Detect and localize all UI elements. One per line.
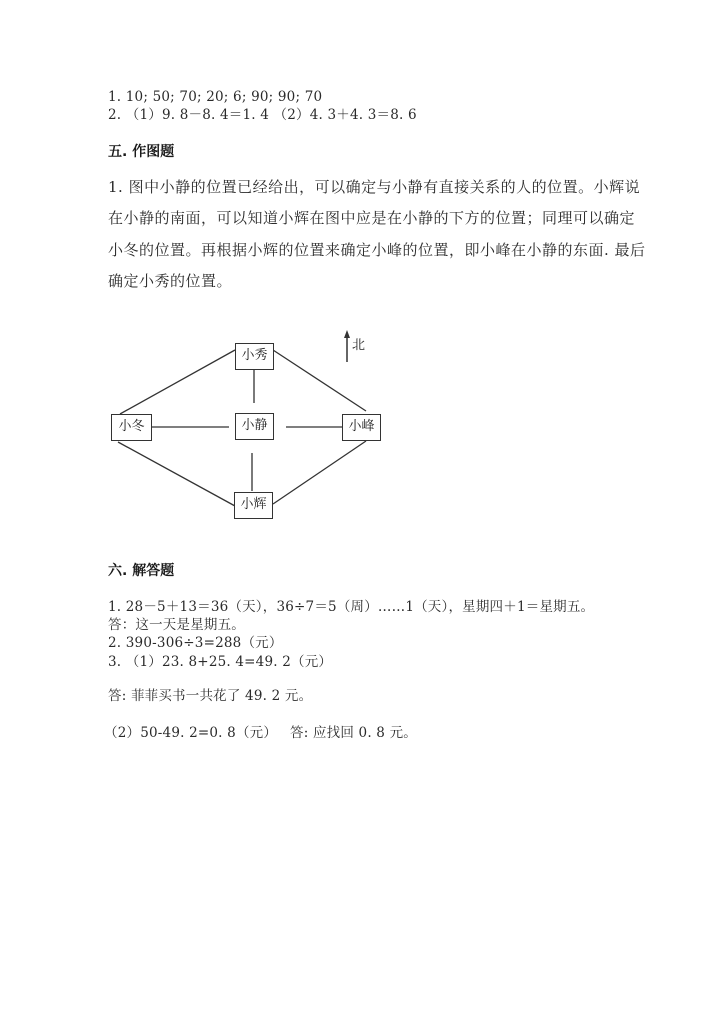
node-xiaoxiu: 小秀 [235,343,274,370]
answer-line-2: 2. （1）9. 8－8. 4＝1. 4 （2）4. 3＋4. 3＝8. 6 [108,107,417,123]
node-xiaofeng: 小峰 [342,414,381,441]
node-xiaohui: 小辉 [234,492,273,519]
answer-3-1: 答: 菲菲买书一共花了 49. 2 元。 [108,688,313,704]
paragraph-line-2: 在小静的南面，可以知道小辉在图中应是在小静的下方的位置；同理可以确定 [108,209,636,227]
section-heading-drawing: 五. 作图题 [108,144,175,160]
answer-3-2: 答: 应找回 0. 8 元。 [290,725,417,741]
north-arrow-icon [344,330,350,362]
solution-line-2: 答：这一天是星期五。 [108,617,245,633]
calc-3-2: （2）50-49. 2=0. 8（元） [104,725,278,741]
paragraph-line-1: 1. 图中小静的位置已经给出，可以确定与小静有直接关系的人的位置。小辉说 [108,178,641,196]
position-diagram [108,328,398,528]
node-xiaojing: 小静 [235,413,274,440]
solution-line-4: 3. （1）23. 8+25. 4=49. 2（元） [108,654,333,670]
node-xiaodong: 小冬 [111,414,152,441]
north-label: 北 [352,338,366,353]
answer-line-1: 1. 10; 50; 70; 20; 6; 90; 90; 70 [108,89,323,105]
solution-line-1: 1. 28－5＋13＝36（天），36÷7＝5（周）……1（天），星期四＋1＝星期五。 [108,599,595,615]
solution-line-3: 2. 390-306÷3=288（元） [108,635,283,651]
section-heading-solve: 六. 解答题 [108,563,175,579]
paragraph-line-4: 确定小秀的位置。 [108,272,233,290]
paragraph-line-3: 小冬的位置。再根据小辉的位置来确定小峰的位置，即小峰在小静的东面. 最后 [108,241,646,259]
